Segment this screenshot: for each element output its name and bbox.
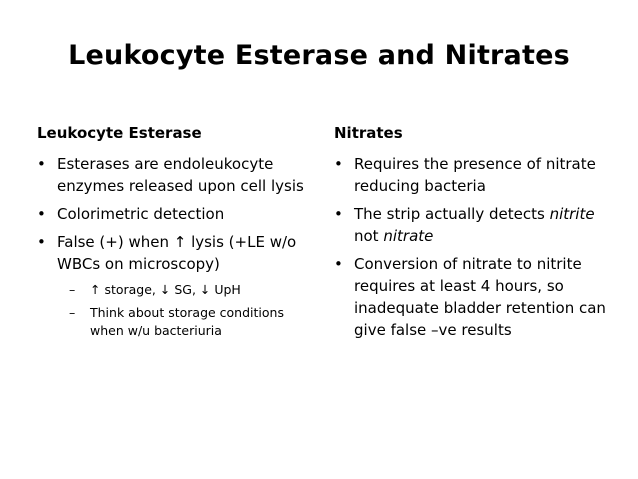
bullet-marker: • bbox=[37, 233, 46, 251]
bullet-text: Colorimetric detection bbox=[57, 205, 225, 223]
sub-bullet-text: Think about storage conditions when w/u bacteriuria bbox=[90, 305, 284, 338]
bullet-text: Conversion of nitrate to nitrite requires at least 4 hours, so inadequate bladder retention can give false –ve results bbox=[354, 255, 606, 339]
dash-marker: – bbox=[69, 305, 76, 320]
sub-bullet-list bbox=[57, 281, 312, 340]
bullet-text: Esterases are endoleukocyte enzymes released upon cell lysis bbox=[57, 155, 304, 195]
bullet-item bbox=[37, 231, 312, 340]
bullet-text bbox=[354, 205, 595, 245]
bullet-marker: • bbox=[37, 155, 46, 173]
bullet-text: False (+) when ↑ lysis (+LE w/o WBCs on microscopy) bbox=[57, 233, 297, 273]
sub-bullet-item bbox=[57, 304, 312, 340]
slide-title: Leukocyte Esterase and Nitrates bbox=[68, 40, 570, 71]
bullet-marker: • bbox=[334, 155, 343, 173]
bullet-marker: • bbox=[37, 205, 46, 223]
left-bullet-list bbox=[37, 153, 312, 340]
bullet-item bbox=[334, 203, 609, 247]
sub-bullet-text: ↑ storage, ↓ SG, ↓ UpH bbox=[90, 282, 241, 297]
bullet-marker: • bbox=[334, 205, 343, 223]
bullet-text-mid: not bbox=[354, 227, 384, 245]
right-column-heading: Nitrates bbox=[334, 124, 403, 142]
right-column bbox=[334, 124, 609, 347]
bullet-text: Requires the presence of nitrate reducing bacteria bbox=[354, 155, 596, 195]
left-column bbox=[37, 124, 312, 346]
sub-bullet-item bbox=[57, 281, 312, 299]
dash-marker: – bbox=[69, 282, 76, 297]
left-column-heading: Leukocyte Esterase bbox=[37, 124, 202, 142]
bullet-text-prefix: The strip actually detects bbox=[354, 205, 550, 223]
bullet-marker: • bbox=[334, 255, 343, 273]
emphasis-nitrate: nitrate bbox=[383, 227, 434, 245]
right-bullet-list bbox=[334, 153, 609, 341]
bullet-item bbox=[334, 253, 609, 341]
bullet-item bbox=[334, 153, 609, 197]
bullet-item bbox=[37, 203, 312, 225]
bullet-item bbox=[37, 153, 312, 197]
emphasis-nitrite: nitrite bbox=[549, 205, 595, 223]
